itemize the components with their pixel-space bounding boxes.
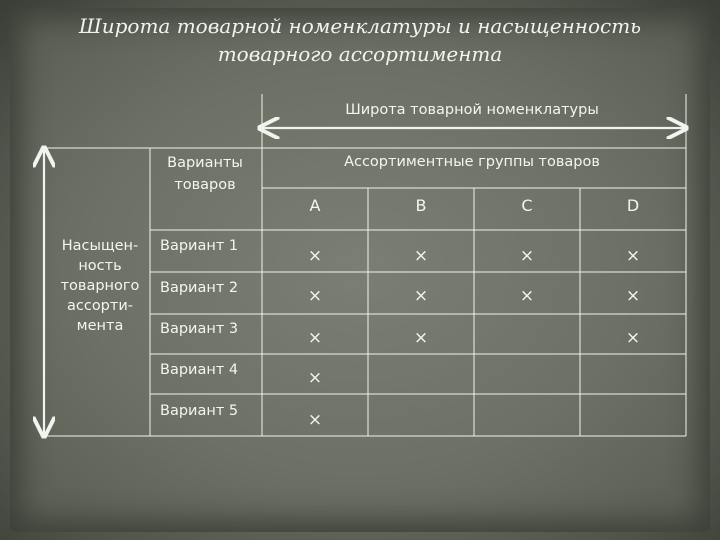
cell-mark: × — [519, 246, 535, 266]
cell-mark: × — [307, 286, 323, 306]
variants-header-line: товаров — [174, 177, 236, 193]
cell-mark: × — [519, 286, 535, 306]
saturation-line: товарного — [60, 278, 140, 294]
cell-mark: × — [413, 328, 429, 348]
row-label-5: Вариант 5 — [160, 403, 239, 419]
width-label: Широта товарной номенклатуры — [345, 102, 599, 118]
row-label-1: Вариант 1 — [160, 238, 239, 254]
variants-header — [150, 152, 260, 196]
saturation-line: ассорти- — [66, 298, 133, 314]
variants-header-line: Варианты — [167, 155, 243, 171]
title-line-2: товарного ассортимента — [217, 42, 503, 66]
column-header-b: B — [415, 196, 427, 215]
cell-mark: × — [625, 246, 641, 266]
column-header-c: C — [521, 196, 533, 215]
cell-mark: × — [307, 328, 323, 348]
row-label-4: Вариант 4 — [160, 362, 239, 378]
cell-mark: × — [307, 368, 323, 388]
column-header-d: D — [626, 196, 640, 215]
cell-mark: × — [625, 328, 641, 348]
row-label-2: Вариант 2 — [160, 280, 239, 296]
saturation-line: Насыщен- — [61, 238, 139, 254]
saturation-line: мента — [76, 318, 124, 334]
title-line-1: Широта товарной номенклатуры и насыщенность — [78, 14, 642, 38]
row-label-3: Вариант 3 — [160, 321, 239, 337]
groups-header: Ассортиментные группы товаров — [344, 154, 600, 170]
saturation-line: ность — [78, 258, 122, 274]
cell-mark: × — [307, 410, 323, 430]
column-header-a: A — [309, 196, 321, 215]
cell-mark: × — [413, 246, 429, 266]
cell-mark: × — [413, 286, 429, 306]
cell-mark: × — [625, 286, 641, 306]
cell-mark: × — [307, 246, 323, 266]
